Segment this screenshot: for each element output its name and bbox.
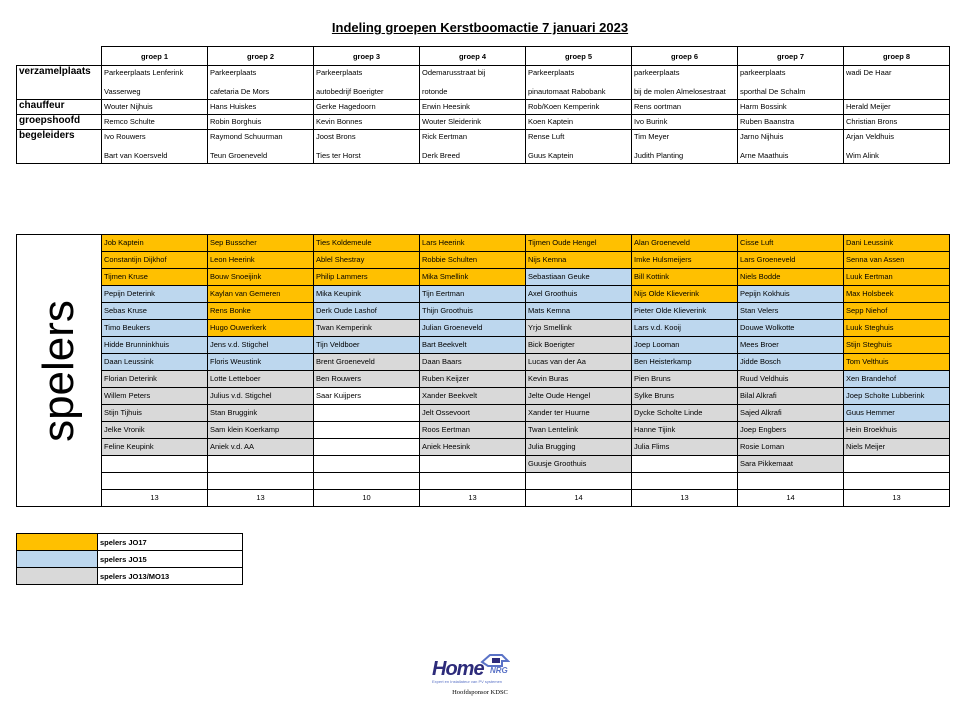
player-cell: Sam klein Koerkamp xyxy=(208,422,314,439)
info-cell-line: Parkeerplaats Lenferink xyxy=(104,68,184,77)
player-cell: Stijn Steghuis xyxy=(844,337,950,354)
player-cell: Tijn Veldboer xyxy=(314,337,420,354)
player-cell xyxy=(314,473,420,490)
player-cell: Rosie Loman xyxy=(738,439,844,456)
info-row xyxy=(17,100,950,115)
player-row xyxy=(17,473,950,490)
player-cell: Alan Groeneveld xyxy=(632,235,738,252)
player-cell: Ruben Keijzer xyxy=(420,371,526,388)
player-row xyxy=(17,456,950,473)
player-cell xyxy=(632,456,738,473)
player-cell: Pepijn Deterink xyxy=(102,286,208,303)
player-cell: Philip Lammers xyxy=(314,269,420,286)
info-cell-line: Arne Maathuis xyxy=(740,151,789,160)
info-row-label: chauffeur xyxy=(17,100,102,115)
player-cell: Leon Heerink xyxy=(208,252,314,269)
info-cell xyxy=(102,115,208,130)
legend-row xyxy=(17,568,243,585)
player-row xyxy=(17,422,950,439)
info-cell-line: Ruben Baanstra xyxy=(740,117,795,126)
player-cell: Lars v.d. Kooij xyxy=(632,320,738,337)
player-row xyxy=(17,439,950,456)
info-cell xyxy=(632,66,738,100)
player-cell: Xander ter Huurne xyxy=(526,405,632,422)
player-row xyxy=(17,337,950,354)
player-cell xyxy=(738,473,844,490)
player-cell: Julius v.d. Stigchel xyxy=(208,388,314,405)
player-cell: Ben Heisterkamp xyxy=(632,354,738,371)
player-cell: Pieter Olde Klieverink xyxy=(632,303,738,320)
info-cell xyxy=(420,66,526,100)
player-cell: Sebas Kruse xyxy=(102,303,208,320)
info-cell xyxy=(844,130,950,164)
legend-row xyxy=(17,551,243,568)
info-cell xyxy=(314,100,420,115)
player-cell: Joep Scholte Lubberink xyxy=(844,388,950,405)
info-cell-line: Remco Schulte xyxy=(104,117,155,126)
info-cell-line: Teun Groeneveld xyxy=(210,151,268,160)
player-cell: Sajed Alkrafi xyxy=(738,405,844,422)
player-cell xyxy=(526,473,632,490)
info-cell-line: Ivo Rouwers xyxy=(104,132,146,141)
player-cell: Feline Keupink xyxy=(102,439,208,456)
player-cell xyxy=(420,473,526,490)
group-total: 13 xyxy=(632,490,738,507)
player-cell: Ben Rouwers xyxy=(314,371,420,388)
player-cell: Pien Bruns xyxy=(632,371,738,388)
legend-swatch xyxy=(17,551,98,568)
player-cell: Xander Beekvelt xyxy=(420,388,526,405)
player-cell: Joep Looman xyxy=(632,337,738,354)
player-cell: Julia Brugging xyxy=(526,439,632,456)
group-header: groep 6 xyxy=(632,47,738,66)
player-cell: Tijmen Kruse xyxy=(102,269,208,286)
player-cell: Bill Kottink xyxy=(632,269,738,286)
player-cell: Nijs Kemna xyxy=(526,252,632,269)
info-cell xyxy=(314,66,420,100)
totals-row xyxy=(17,490,950,507)
info-row-label: groepshoofd xyxy=(17,115,102,130)
info-cell-line: Arjan Veldhuis xyxy=(846,132,894,141)
info-cell-line: Christian Brons xyxy=(846,117,898,126)
player-cell: Ruud Veldhuis xyxy=(738,371,844,388)
info-cell-line: pinautomaat Rabobank xyxy=(528,87,606,96)
info-cell-line: Ties ter Horst xyxy=(316,151,361,160)
player-cell: Tom Velthuis xyxy=(844,354,950,371)
info-cell-line xyxy=(846,85,947,99)
player-cell: Lucas van der Aa xyxy=(526,354,632,371)
player-cell: Tijn Eertman xyxy=(420,286,526,303)
player-cell: Luuk Steghuis xyxy=(844,320,950,337)
player-cell: Senna van Assen xyxy=(844,252,950,269)
corner-cell xyxy=(17,47,102,66)
info-cell-line: Harm Bossink xyxy=(740,102,787,111)
player-cell: Kevin Buras xyxy=(526,371,632,388)
player-cell: Willem Peters xyxy=(102,388,208,405)
player-cell: Sylke Bruns xyxy=(632,388,738,405)
info-cell xyxy=(208,130,314,164)
group-info-table xyxy=(16,46,950,164)
info-cell xyxy=(526,130,632,164)
info-cell-line: Rense Luft xyxy=(528,132,565,141)
player-cell: Jelt Ossevoort xyxy=(420,405,526,422)
players-table xyxy=(16,234,950,507)
player-cell: Dycke Scholte Linde xyxy=(632,405,738,422)
info-cell xyxy=(738,66,844,100)
info-cell-line: Kevin Bonnes xyxy=(316,117,363,126)
spelers-label: spelers xyxy=(34,299,83,442)
group-total: 14 xyxy=(738,490,844,507)
player-cell: Hugo Ouwerkerk xyxy=(208,320,314,337)
player-row xyxy=(17,320,950,337)
player-cell: Bouw Snoeijink xyxy=(208,269,314,286)
player-cell: Saar Kuijpers xyxy=(314,388,420,405)
player-cell: Imke Hulsmeijers xyxy=(632,252,738,269)
player-cell: Ties Koldemeule xyxy=(314,235,420,252)
info-cell-line: autobedrijf Boerigter xyxy=(316,87,384,96)
legend-swatch xyxy=(17,534,98,551)
page-title: Indeling groepen Kerstboomactie 7 januari 2023 xyxy=(331,20,629,35)
player-row xyxy=(17,354,950,371)
info-cell xyxy=(208,66,314,100)
info-cell xyxy=(738,100,844,115)
player-row xyxy=(17,388,950,405)
player-cell: Derk Oude Lashof xyxy=(314,303,420,320)
player-cell: Dani Leussink xyxy=(844,235,950,252)
player-cell: Julia Flims xyxy=(632,439,738,456)
group-header: groep 2 xyxy=(208,47,314,66)
info-cell xyxy=(844,66,950,100)
player-cell: Guus Hemmer xyxy=(844,405,950,422)
logo-word: Home xyxy=(432,658,484,680)
info-cell-line: Tim Meyer xyxy=(634,132,670,141)
group-header-row xyxy=(17,47,950,66)
player-cell: Lars Groeneveld xyxy=(738,252,844,269)
info-cell xyxy=(632,100,738,115)
player-cell: Niels Meijer xyxy=(844,439,950,456)
logo-suffix: NRG xyxy=(490,666,508,675)
player-cell: Jidde Bosch xyxy=(738,354,844,371)
info-cell-line: Erwin Heesink xyxy=(422,102,470,111)
player-cell xyxy=(314,439,420,456)
legend-label: spelers JO17 xyxy=(98,534,243,551)
info-cell xyxy=(420,100,526,115)
group-total: 10 xyxy=(314,490,420,507)
info-cell-line: Judith Planting xyxy=(634,151,684,160)
info-cell-line: Joost Brons xyxy=(316,132,356,141)
info-cell-line: Parkeerplaats xyxy=(528,68,575,77)
player-cell: Aniek Heesink xyxy=(420,439,526,456)
player-cell xyxy=(208,456,314,473)
info-cell xyxy=(844,115,950,130)
player-cell: Stan Bruggink xyxy=(208,405,314,422)
homenrg-logo xyxy=(432,652,544,684)
player-cell: Thijn Groothuis xyxy=(420,303,526,320)
player-cell: Constantijn Dijkhof xyxy=(102,252,208,269)
info-cell-line: Hans Huiskes xyxy=(210,102,257,111)
info-cell xyxy=(526,66,632,100)
player-cell: Jelte Oude Hengel xyxy=(526,388,632,405)
player-cell: Robbie Schulten xyxy=(420,252,526,269)
player-cell: Bick Boerigter xyxy=(526,337,632,354)
player-cell: Mika Smellink xyxy=(420,269,526,286)
info-row-label: verzamelplaats xyxy=(17,66,102,100)
info-row xyxy=(17,130,950,164)
info-cell-line: rotonde xyxy=(422,87,448,96)
info-cell xyxy=(314,130,420,164)
player-cell: Cisse Luft xyxy=(738,235,844,252)
player-cell: Jens v.d. Stigchel xyxy=(208,337,314,354)
player-cell: Guusje Groothuis xyxy=(526,456,632,473)
info-cell-line: Guus Kaptein xyxy=(528,151,574,160)
player-row xyxy=(17,405,950,422)
info-cell-line: cafetaria De Mors xyxy=(210,87,270,96)
info-row-label: begeleiders xyxy=(17,130,102,164)
player-cell: Hanne Tijink xyxy=(632,422,738,439)
player-cell: Jelke Vronik xyxy=(102,422,208,439)
info-cell xyxy=(526,100,632,115)
info-cell-line: Gerke Hagedoorn xyxy=(316,102,376,111)
player-cell: Aniek v.d. AA xyxy=(208,439,314,456)
player-row xyxy=(17,303,950,320)
info-cell-line: Ivo Burink xyxy=(634,117,668,126)
player-cell: Job Kaptein xyxy=(102,235,208,252)
player-cell: Sepp Niehof xyxy=(844,303,950,320)
player-cell: Sep Busscher xyxy=(208,235,314,252)
info-cell xyxy=(208,100,314,115)
info-cell-line: bij de molen Almelosestraat xyxy=(634,87,726,96)
player-cell: Stijn Tijhuis xyxy=(102,405,208,422)
player-row xyxy=(17,252,950,269)
player-cell: Nijs Olde Klieverink xyxy=(632,286,738,303)
player-cell: Twan Kemperink xyxy=(314,320,420,337)
info-cell xyxy=(102,130,208,164)
info-cell-line: Robin Borghuis xyxy=(210,117,262,126)
info-cell xyxy=(102,66,208,100)
info-cell-line: sporthal De Schalm xyxy=(740,87,806,96)
player-cell xyxy=(420,456,526,473)
player-cell: Daan Leussink xyxy=(102,354,208,371)
player-cell: Pepijn Kokhuis xyxy=(738,286,844,303)
info-cell-line: Bart van Koersveld xyxy=(104,151,168,160)
player-cell: Stan Velers xyxy=(738,303,844,320)
player-cell: Timo Beukers xyxy=(102,320,208,337)
player-cell: Brent Groeneveld xyxy=(314,354,420,371)
player-cell xyxy=(102,473,208,490)
player-row xyxy=(17,286,950,303)
info-cell xyxy=(208,115,314,130)
legend-swatch xyxy=(17,568,98,585)
info-cell xyxy=(632,115,738,130)
info-cell-line: Raymond Schuurman xyxy=(210,132,283,141)
info-cell xyxy=(102,100,208,115)
info-row xyxy=(17,66,950,100)
info-cell xyxy=(738,115,844,130)
player-cell: Lars Heerink xyxy=(420,235,526,252)
info-cell xyxy=(526,115,632,130)
group-header: groep 8 xyxy=(844,47,950,66)
info-cell-line: Odemarusstraat bij xyxy=(422,68,486,77)
info-cell xyxy=(738,130,844,164)
player-cell: Florian Deterink xyxy=(102,371,208,388)
player-cell: Tijmen Oude Hengel xyxy=(526,235,632,252)
player-cell xyxy=(844,456,950,473)
info-cell-line: parkeerplaats xyxy=(634,68,680,77)
legend-label: spelers JO15 xyxy=(98,551,243,568)
player-cell: Bilal Alkrafi xyxy=(738,388,844,405)
group-total: 13 xyxy=(208,490,314,507)
player-cell: Hidde Brunninkhuis xyxy=(102,337,208,354)
info-cell-line: Wim Alink xyxy=(846,151,879,160)
player-cell: Yrjo Smellink xyxy=(526,320,632,337)
legend-label: spelers JO13/MO13 xyxy=(98,568,243,585)
group-total: 13 xyxy=(844,490,950,507)
player-cell: Roos Eertman xyxy=(420,422,526,439)
info-cell-line: Jarno Nijhuis xyxy=(740,132,784,141)
group-total: 13 xyxy=(102,490,208,507)
info-cell xyxy=(314,115,420,130)
group-total: 13 xyxy=(420,490,526,507)
group-header: groep 4 xyxy=(420,47,526,66)
logo-tagline: Expert en Installateur van PV systemen xyxy=(432,679,503,684)
player-cell: Ablel Shestray xyxy=(314,252,420,269)
player-cell xyxy=(632,473,738,490)
info-cell-line: parkeerplaats xyxy=(740,68,786,77)
player-cell: Xen Brandehof xyxy=(844,371,950,388)
info-cell-line: Rick Eertman xyxy=(422,132,468,141)
player-cell xyxy=(844,473,950,490)
player-cell: Sebastiaan Geuke xyxy=(526,269,632,286)
info-row xyxy=(17,115,950,130)
sponsor-text: Hoofdsponsor KDSC xyxy=(452,689,508,696)
player-cell: Luuk Eertman xyxy=(844,269,950,286)
info-cell-line: Wouter Sleiderink xyxy=(422,117,482,126)
player-cell: Kaylan van Gemeren xyxy=(208,286,314,303)
player-cell xyxy=(314,405,420,422)
player-cell: Hein Broekhuis xyxy=(844,422,950,439)
player-row xyxy=(17,371,950,388)
player-cell: Daan Baars xyxy=(420,354,526,371)
legend-row xyxy=(17,534,243,551)
info-cell xyxy=(420,115,526,130)
legend xyxy=(16,533,243,585)
info-cell-line: Koen Kaptein xyxy=(528,117,574,126)
info-cell-line: Rens oortman xyxy=(634,102,682,111)
player-cell: Rens Bonke xyxy=(208,303,314,320)
player-cell: Niels Bodde xyxy=(738,269,844,286)
player-row xyxy=(17,269,950,286)
info-cell-line: Parkeerplaats xyxy=(316,68,363,77)
info-cell-line: Parkeerplaats xyxy=(210,68,257,77)
group-total: 14 xyxy=(526,490,632,507)
player-cell: Lotte Letteboer xyxy=(208,371,314,388)
player-cell: Douwe Wolkotte xyxy=(738,320,844,337)
player-cell xyxy=(208,473,314,490)
group-header: groep 1 xyxy=(102,47,208,66)
player-cell: Julian Groeneveld xyxy=(420,320,526,337)
player-cell: Twan Lentelink xyxy=(526,422,632,439)
player-cell: Axel Groothuis xyxy=(526,286,632,303)
player-cell: Bart Beekvelt xyxy=(420,337,526,354)
player-cell: Mats Kemna xyxy=(526,303,632,320)
player-cell: Max Holsbeek xyxy=(844,286,950,303)
player-cell: Floris Weustink xyxy=(208,354,314,371)
info-cell-line: wadi De Haar xyxy=(846,68,892,77)
info-cell-line: Vasserweg xyxy=(104,87,141,96)
info-cell-line: Derk Breed xyxy=(422,151,460,160)
info-cell-line: Herald Meijer xyxy=(846,102,891,111)
info-cell xyxy=(420,130,526,164)
spelers-cell xyxy=(17,235,102,507)
player-cell: Joep Engbers xyxy=(738,422,844,439)
info-cell-line: Wouter Nijhuis xyxy=(104,102,153,111)
info-cell xyxy=(844,100,950,115)
player-cell xyxy=(314,422,420,439)
group-header: groep 5 xyxy=(526,47,632,66)
player-cell xyxy=(314,456,420,473)
player-row xyxy=(17,235,950,252)
player-cell xyxy=(102,456,208,473)
group-header: groep 3 xyxy=(314,47,420,66)
player-cell: Mika Keupink xyxy=(314,286,420,303)
info-cell xyxy=(632,130,738,164)
player-cell: Mees Broer xyxy=(738,337,844,354)
player-cell: Sara Pikkemaat xyxy=(738,456,844,473)
group-header: groep 7 xyxy=(738,47,844,66)
info-cell-line: Rob/Koen Kemperink xyxy=(528,102,600,111)
